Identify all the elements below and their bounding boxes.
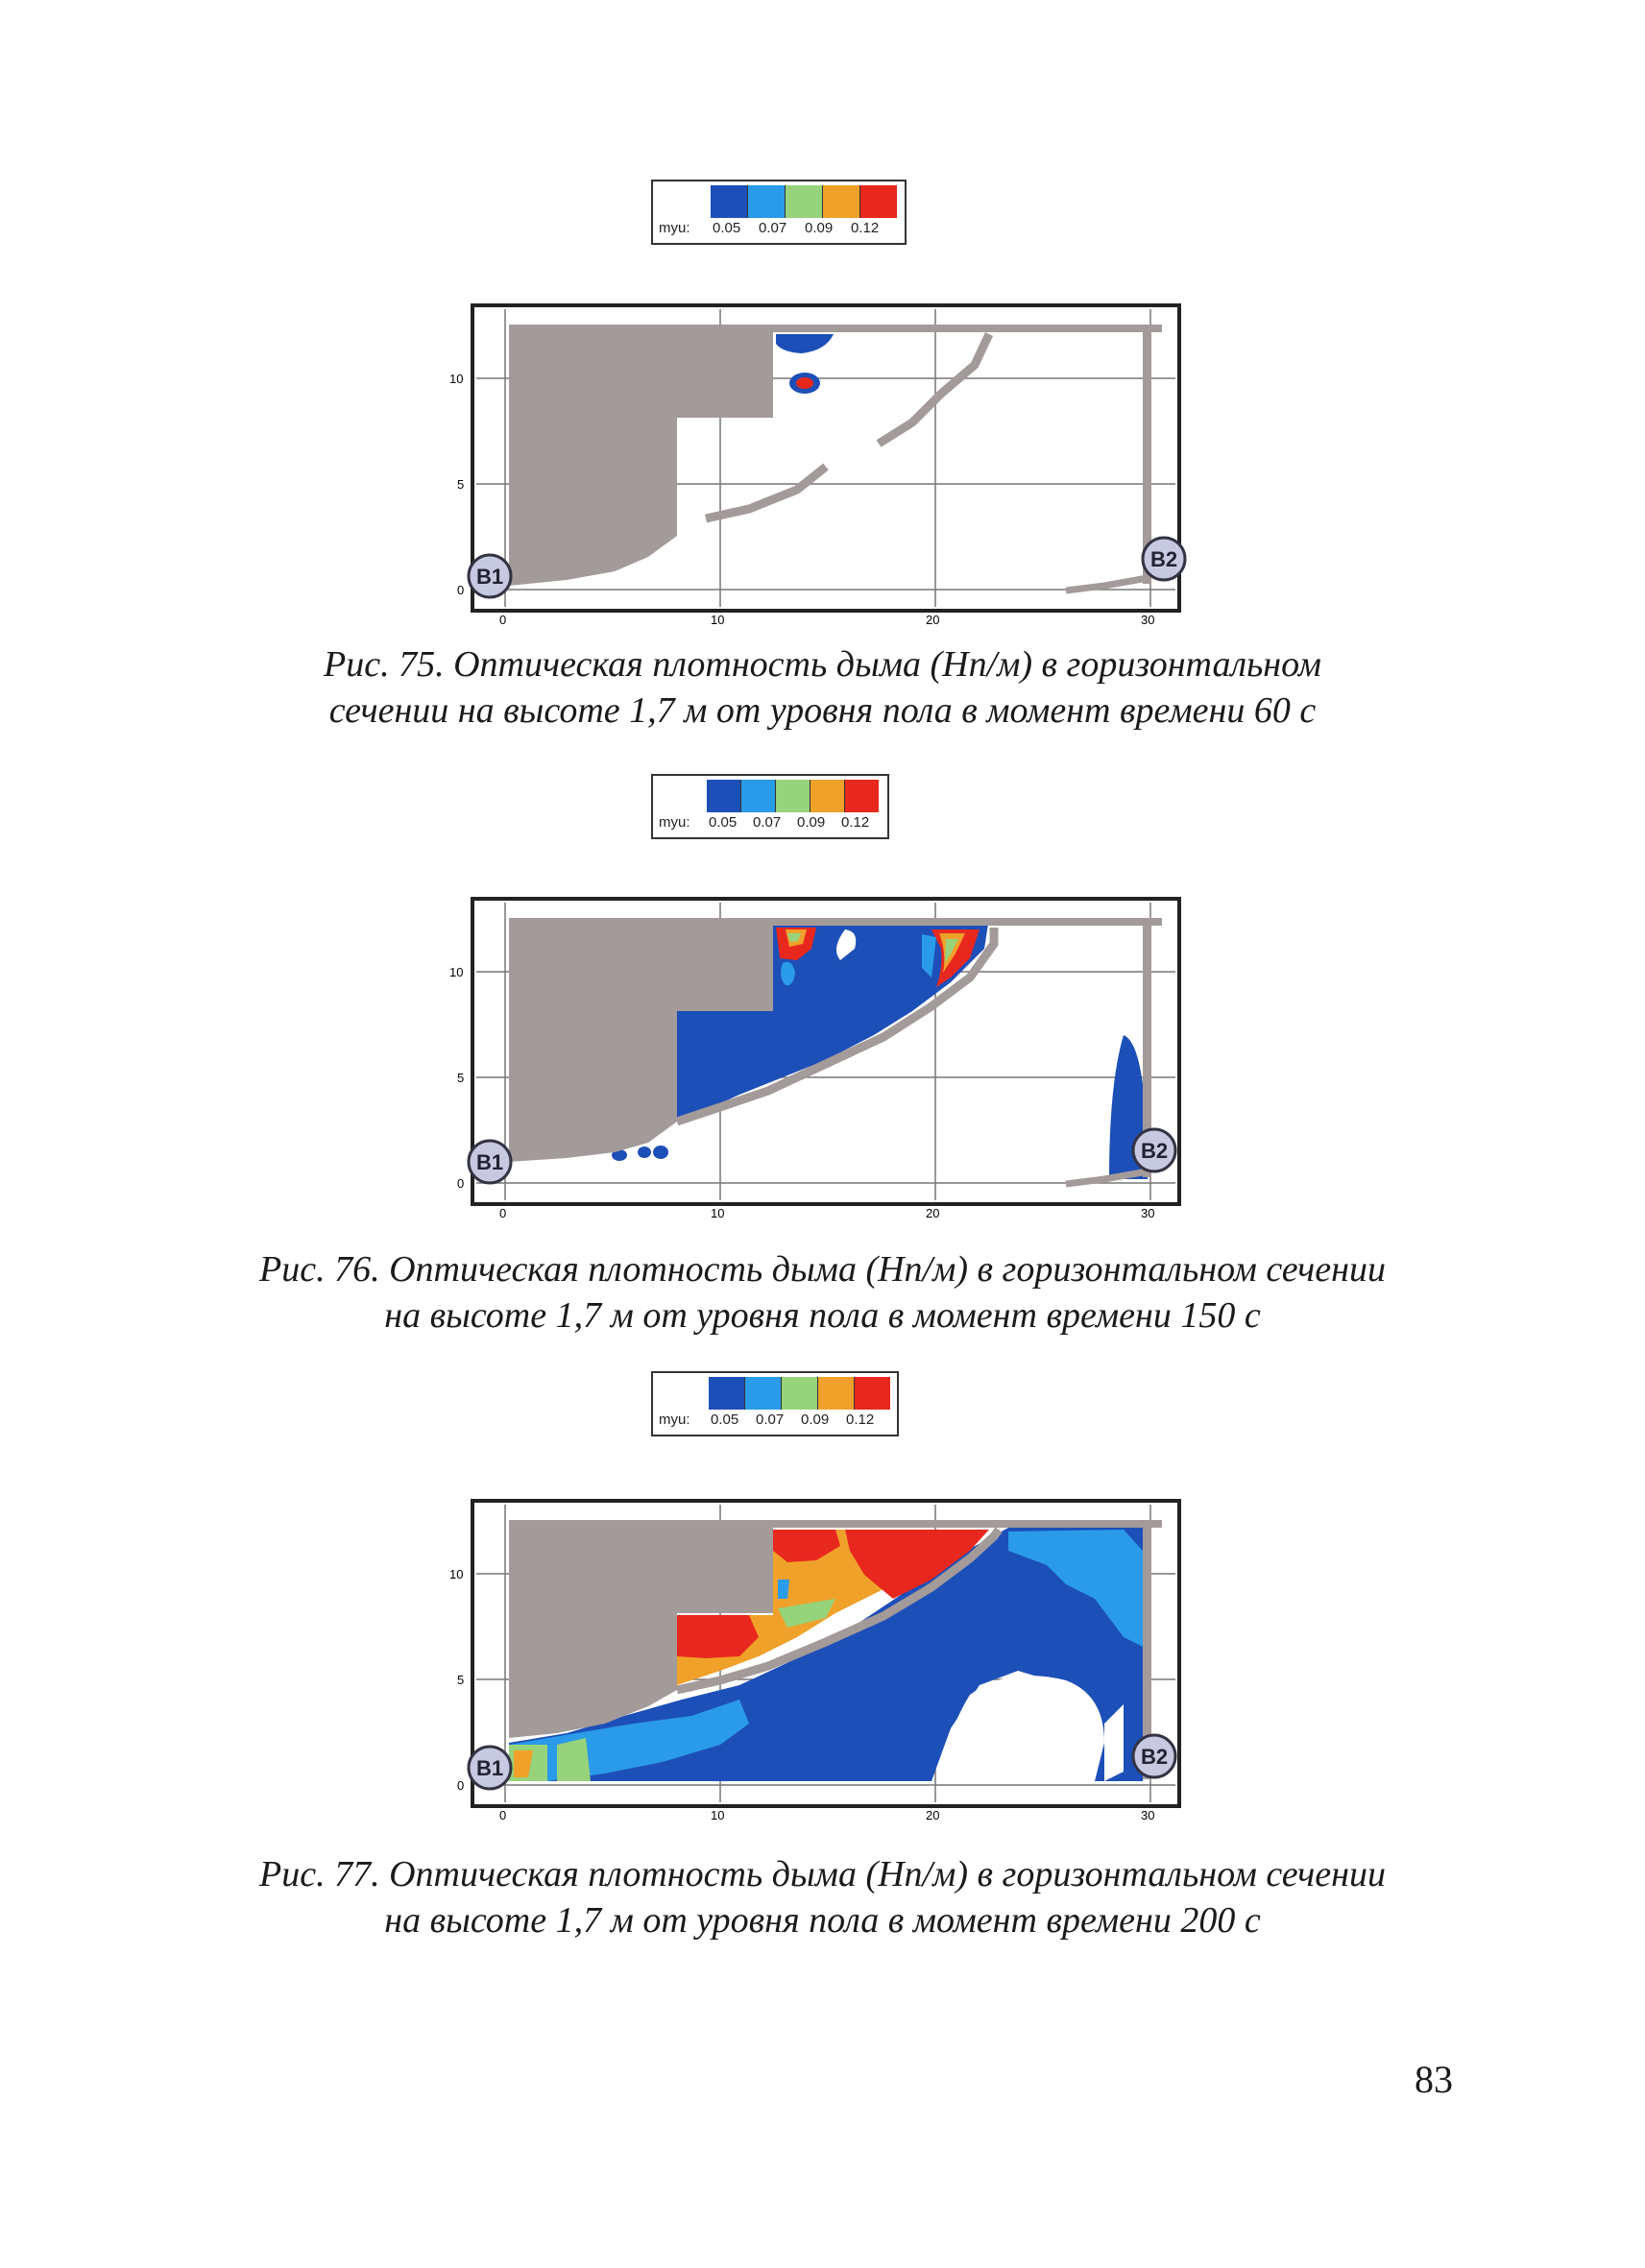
- svg-text:B2: B2: [1140, 1139, 1169, 1163]
- vent-marker-b1: [469, 1747, 511, 1789]
- y-tick-label: 5: [457, 477, 465, 492]
- x-tick-label: 20: [926, 1808, 940, 1822]
- vent-marker-b1: [469, 1141, 511, 1183]
- legend-colorbar: [707, 780, 882, 812]
- y-tick-label: 10: [449, 372, 464, 386]
- y-tick-label: 0: [457, 583, 465, 597]
- vent-marker-b2: [1133, 1735, 1175, 1777]
- smoke-density-map-fig76: [432, 891, 1200, 1222]
- x-tick-label: 30: [1141, 1206, 1155, 1220]
- x-tick-label: 30: [1141, 1808, 1155, 1822]
- vent-marker-b2: [1133, 1129, 1175, 1171]
- x-tick-label: 0: [499, 613, 507, 627]
- x-tick-label: 10: [711, 613, 725, 627]
- svg-text:B2: B2: [1149, 547, 1178, 571]
- y-tick-label: 5: [457, 1673, 465, 1687]
- legend-label: myu:: [659, 1411, 690, 1428]
- legend-tick: 0.05: [711, 1411, 739, 1428]
- legend-colorbar: [709, 1377, 891, 1410]
- x-tick-label: 10: [711, 1808, 725, 1822]
- x-tick-label: 30: [1141, 613, 1155, 627]
- legend-tick: 0.07: [759, 220, 787, 236]
- legend-colorbar: [711, 185, 899, 218]
- legend-label: myu:: [659, 220, 690, 236]
- legend-fig76: [651, 774, 889, 839]
- svg-text:B1: B1: [475, 565, 504, 589]
- page-number: 83: [1415, 2058, 1453, 2101]
- x-tick-label: 0: [499, 1206, 507, 1220]
- legend-tick: 0.09: [805, 220, 834, 236]
- legend-fig75: [651, 180, 907, 245]
- legend-tick: 0.09: [797, 814, 826, 831]
- x-tick-label: 20: [926, 1206, 940, 1220]
- figure-caption-76: Рис. 76. Оптическая плотность дыма (Нп/м) в горизонтальном сечении на высоте 1,7 м от уровня пола в момент времени 150 с: [258, 1249, 1386, 1336]
- y-tick-label: 10: [449, 1567, 464, 1581]
- x-tick-label: 20: [926, 613, 940, 627]
- legend-tick: 0.07: [753, 814, 782, 831]
- legend-tick: 0.05: [709, 814, 738, 831]
- legend-tick: 0.07: [756, 1411, 785, 1428]
- legend-label: myu:: [659, 814, 690, 831]
- vent-marker-b1: [469, 555, 511, 597]
- x-tick-label: 0: [499, 1808, 507, 1822]
- legend-tick: 0.12: [851, 220, 880, 236]
- legend-tick: 0.12: [846, 1411, 875, 1428]
- smoke-density-map-fig75: [432, 298, 1200, 629]
- y-tick-label: 0: [457, 1176, 465, 1191]
- y-tick-label: 5: [457, 1071, 465, 1085]
- vent-marker-b2: [1143, 538, 1185, 580]
- y-tick-label: 10: [449, 965, 464, 979]
- svg-text:B2: B2: [1140, 1745, 1169, 1769]
- legend-tick: 0.09: [801, 1411, 830, 1428]
- legend-tick: 0.05: [713, 220, 741, 236]
- y-tick-label: 0: [457, 1778, 465, 1793]
- legend-tick: 0.12: [841, 814, 870, 831]
- figure-caption-75: Рис. 75. Оптическая плотность дыма (Нп/м) в горизонтальном сечении на высоте 1,7 м от уровня пола в момент времени 60 с: [324, 644, 1321, 731]
- legend-fig77: [651, 1371, 899, 1436]
- figure-caption-77: Рис. 77. Оптическая плотность дыма (Нп/м) в горизонтальном сечении на высоте 1,7 м от уровня пола в момент времени 200 с: [258, 1854, 1386, 1941]
- svg-text:B1: B1: [475, 1756, 504, 1780]
- x-tick-label: 10: [711, 1206, 725, 1220]
- svg-text:B1: B1: [475, 1150, 504, 1174]
- smoke-density-map-fig77: [432, 1493, 1200, 1824]
